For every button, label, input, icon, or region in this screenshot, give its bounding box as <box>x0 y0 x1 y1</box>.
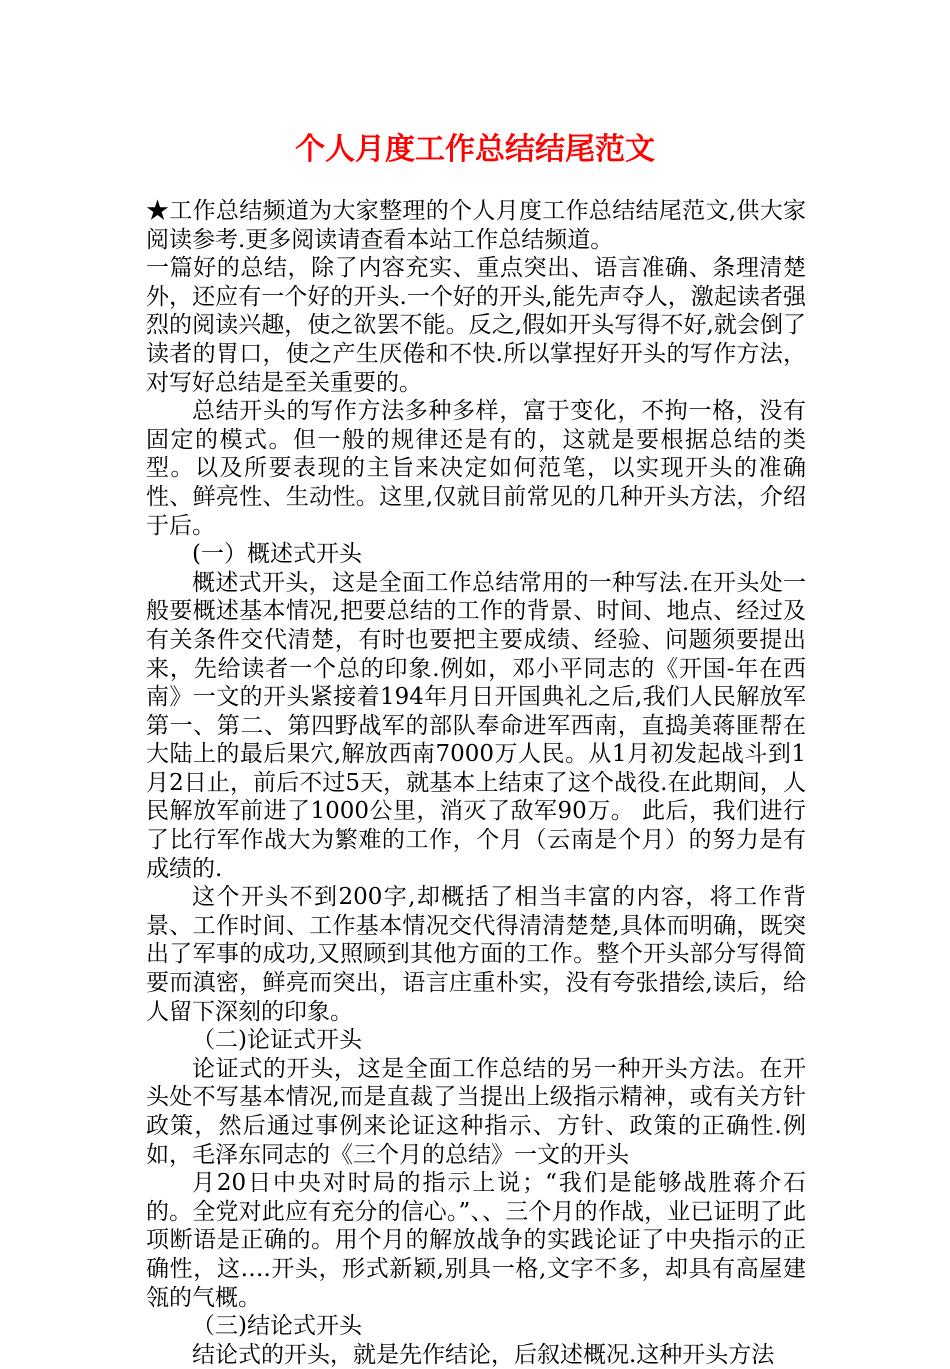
paragraph-argument-example: 月20日中央对时局的指示上说；“我们是能够战胜蒋介石的。全党对此应有充分的信心。”、、三个月的作战，业已证明了此项断语是正确的。用个月的解放战争的实践论证了中央指示的正确性，这….开头，形式新颖,别具一格,文字不多，却具有高屋建瓴的气概。 <box>146 1170 806 1311</box>
paragraph-overview-analysis: 这个开头不到200字,却概括了相当丰富的内容，将工作背景、工作时间、工作基本情况交代得清清楚楚,具体而明确，既突出了军事的成功,又照顾到其他方面的工作。整个开头部分写得简要而滇密，鲜亮而突出，语言庄重朴实，没有夸张措绘,读后，给人留下深刻的印象。 <box>146 884 806 1025</box>
paragraph-conclusion: 结论式的开头，就是先作结论，后叙述概况.这种开头方法 <box>192 1341 775 1368</box>
paragraph-good-opening: 一篇好的总结，除了内容充实、重点突出、语言准确、条理清楚外，还应有一个好的开头.一个好的开头,能先声夺人，激起读者强烈的阅读兴趣，使之欲罢不能。反之,假如开头写得不好,就会倒了读者的胃口，使之产生厌倦和不快.所以掌捏好开头的写作方法，对写好总结是至关重要的。 <box>146 255 806 396</box>
paragraph-intro: ★工作总结频道为大家整理的个人月度工作总结结尾范文,供大家阅读参考.更多阅读请查看本站工作总结频道。 <box>146 198 806 253</box>
paragraph-methods: 总结开头的写作方法多种多样，富于变化，不拘一格，没有固定的模式。但一般的规律还是有的，这就是要根据总结的类型。以及所要表现的主旨来决定如何范笔，以实现开头的准确性、鲜亮性、生动性。这里,仅就目前常见的几种开头方法，介绍于后。 <box>146 398 806 539</box>
document-title: 个人月度工作总结结尾范文 <box>295 132 655 167</box>
document-body <box>146 197 806 1369</box>
section-heading-overview: (一）概述式开头 <box>192 541 362 568</box>
paragraph-argument: 论证式的开头，这是全面工作总结的另一种开头方法。在开头处不写基本情况,而是直裁了当提出上级指示精神，或有关方针政策，然后通过事例来论证这种指示、方针、政策的正确性.例如，毛泽东同志的《三个月的总结》一文的开头 <box>146 1055 806 1168</box>
section-heading-conclusion: （三)结论式开头 <box>192 1313 362 1340</box>
section-heading-argument: （二)论证式开头 <box>192 1027 362 1054</box>
paragraph-overview: 概述式开头，这是全面工作总结常用的一种写法.在开头处一般要概述基本情况,把要总结的工作的背景、时间、地点、经过及有关条件交代清楚，有时也要把主要成绩、经验、问题须要提出来，先给读者一个总的印象.例如，邓小平同志的《开国-年在西南》一文的开头紧接着194年月日开国典礼之后,我们人民解放军第一、第二、第四野战军的部队奉命进军西南，直捣美蒋匪帮在大陆上的最后果穴,解放西南7000万人民。从1月初发起战斗到1月2日止，前后不过5天，就基本上结束了这个战役.在此期间，人民解放军前进了1000公里，消灭了敌军90万。 此后，我们进行了比行军作战大为繁难的工作，个月（云南是个月）的努力是有成绩的. <box>146 569 806 882</box>
